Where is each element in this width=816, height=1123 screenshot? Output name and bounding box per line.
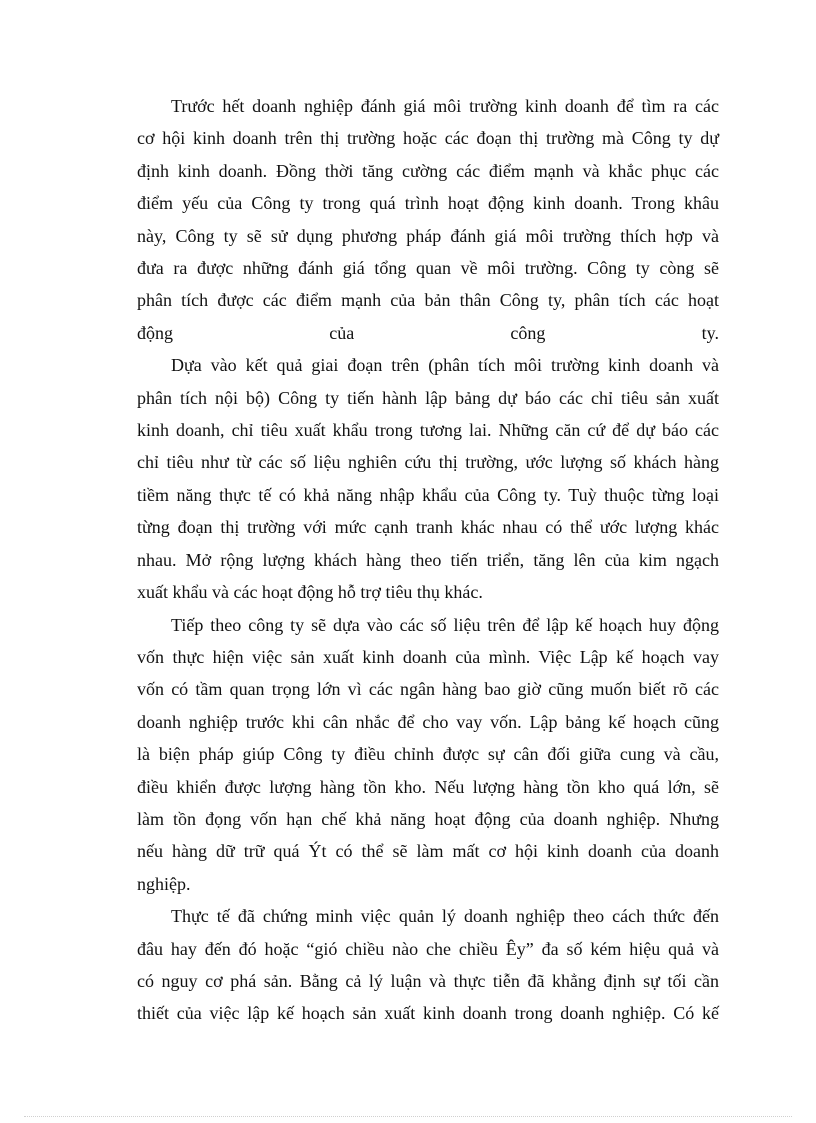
- text-line: từng đoạn thị trường với mức cạnh tranh khác nhau có thể ước lượng khác: [137, 517, 719, 538]
- text-line: phân tích nội bộ) Công ty tiến hành lập bảng dự báo các chỉ tiêu sản xuất: [137, 387, 719, 408]
- text-line: thiết của việc lập kế hoạch sản xuất kinh doanh trong doanh nghiệp. Có kế: [137, 1003, 719, 1024]
- text-line: cơ hội kinh doanh trên thị trường hoặc các đoạn thị trường mà Công ty dự: [137, 128, 719, 149]
- text-line: Dựa vào kết quả giai đoạn trên (phân tích môi trường kinh doanh và: [171, 355, 719, 376]
- text-line: có nguy cơ phá sản. Bằng cả lý luận và thực tiễn đã khẳng định sự tối cần: [137, 970, 719, 991]
- text-line: vốn có tầm quan trọng lớn vì các ngân hàng bao giờ cũng muốn biết rõ các: [137, 679, 719, 700]
- text-line: Tiếp theo công ty sẽ dựa vào các số liệu trên để lập kế hoạch huy động: [171, 614, 719, 635]
- paragraph: [137, 90, 719, 349]
- text-line: xuất khẩu và các hoạt động hỗ trợ tiêu thụ khác.: [137, 582, 483, 603]
- text-line: định kinh doanh. Đồng thời tăng cường các điểm mạnh và khắc phục các: [137, 160, 719, 181]
- text-line: vốn thực hiện việc sản xuất kinh doanh của mình. Việc Lập kế hoạch vay: [137, 646, 719, 667]
- page-bottom-divider: [24, 1116, 792, 1117]
- text-line: động của công ty.: [137, 322, 719, 343]
- paragraph: [137, 349, 719, 608]
- text-line: Trước hết doanh nghiệp đánh giá môi trường kinh doanh để tìm ra các: [171, 96, 719, 116]
- text-line: nghiệp.: [137, 873, 191, 894]
- text-line: tiềm năng thực tế có khả năng nhập khẩu của Công ty. Tuỳ thuộc từng loại: [137, 484, 719, 505]
- text-line: nhau. Mở rộng lượng khách hàng theo tiến triển, tăng lên của kim ngạch: [137, 549, 719, 570]
- text-line: điều khiển được lượng hàng tồn kho. Nếu lượng hàng tồn kho quá lớn, sẽ: [137, 776, 719, 797]
- text-line: đâu hay đến đó hoặc “gió chiều nào che chiều Êy” đa số kém hiệu quả và: [137, 938, 719, 959]
- text-line: kinh doanh, chỉ tiêu xuất khẩu trong tương lai. Những căn cứ để dự báo các: [137, 420, 719, 441]
- text-line: điểm yếu của Công ty trong quá trình hoạt động kinh doanh. Trong khâu: [137, 193, 719, 214]
- text-line: này, Công ty sẽ sử dụng phương pháp đánh giá môi trường thích hợp và: [137, 225, 719, 246]
- text-line: doanh nghiệp trước khi cân nhắc để cho vay vốn. Lập bảng kế hoạch cũng: [137, 711, 719, 732]
- text-line: làm tồn đọng vốn hạn chế khả năng hoạt động của doanh nghiệp. Nhưng: [137, 808, 719, 829]
- text-line: phân tích được các điểm mạnh của bản thân Công ty, phân tích các hoạt: [137, 290, 719, 311]
- text-line: chỉ tiêu như từ các số liệu nghiên cứu thị trường, ước lượng số khách hàng: [137, 452, 719, 473]
- paragraph: [137, 900, 719, 1030]
- text-line: là biện pháp giúp Công ty điều chỉnh được sự cân đối giữa cung và cầu,: [137, 744, 719, 765]
- text-line: Thực tế đã chứng minh việc quản lý doanh nghiệp theo cách thức đến: [171, 906, 719, 927]
- text-line: nếu hàng dữ trữ quá Ýt có thể sẽ làm mất cơ hội kinh doanh của doanh: [137, 841, 719, 862]
- text-line: đưa ra được những đánh giá tổng quan về môi trường. Công ty còng sẽ: [137, 258, 719, 279]
- document-body: [137, 90, 719, 1030]
- paragraph: [137, 609, 719, 901]
